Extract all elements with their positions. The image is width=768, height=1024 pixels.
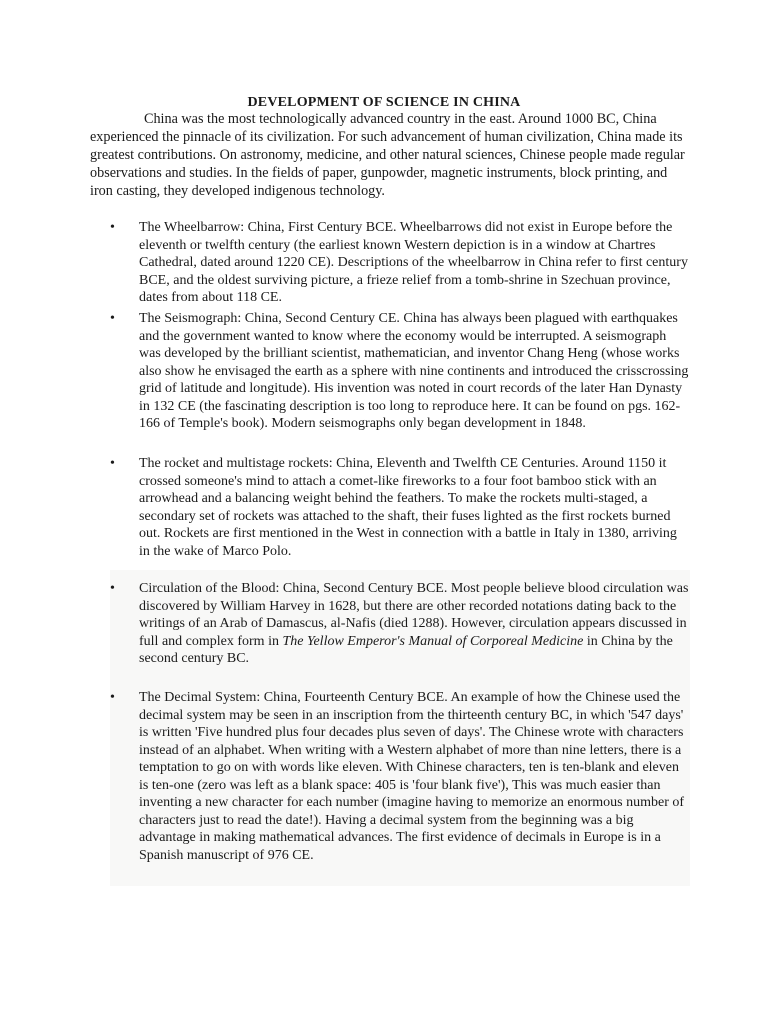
list-item-text: The rocket and multistage rockets: China, Eleventh and Twelfth CE Centuries. Around 1150 it crossed someone's mind to attach a comet-like fireworks to a four foot bamboo stick with an arrowhead and a balancing weight behind the feathers. To make the rockets multi-staged, a secondary set of rockets was attached to the shaft, their fuses lighted as the first rockets burned out. Rockets are first mentioned in the West in connection with a battle in Italy in 1380, arriving in the wake of Marco Polo.: [139, 456, 677, 559]
bullet-marker: •: [110, 581, 115, 596]
document-title: DEVELOPMENT OF SCIENCE IN CHINA: [247, 95, 521, 110]
list-item-text: [139, 580, 689, 668]
bullet-marker: •: [110, 456, 115, 471]
intro-paragraph: China was the most technologically advanced country in the east. Around 1000 BC, China experienced the pinnacle of its civilization. For such advancement of human civilization, China made its greatest contributions. On astronomy, medicine, and other natural sciences, Chinese people made regular observations and studies. In the fields of paper, gunpowder, magnetic instruments, block printing, and iron casting, they developed indigenous technology.: [90, 111, 685, 199]
list-item-text: The Decimal System: China, Fourteenth Century BCE. An example of how the Chinese used the decimal system may be seen in an inscription from the thirteenth century BC, in which '547 days' is written 'Five hundred plus four decades plus seven of days'. The Chinese wrote with characters instead of an alphabet. When writing with a Western alphabet of more than nine letters, there is a temptation to go on with words like eleven. With Chinese characters, ten is ten-blank and eleven is ten-one (zero was left as a blank space: 405 is 'four blank five'), This was much easier than inventing a new character for each number (imagine having to memorize an enormous number of characters just to read the date!). Having a decimal system from the beginning was a big advantage in making mathematical advances. The first evidence of decimals in Europe is in a Spanish manuscript of 976 CE.: [139, 690, 685, 863]
bullet-marker: •: [110, 311, 115, 326]
bullet-marker: •: [110, 690, 115, 705]
text-run: in China by the second century BC.: [139, 633, 673, 666]
list-item-text: The Seismograph: China, Second Century CE. China has always been plagued with earthquakes and the government wanted to know where the economy would be interrupted. A seismograph was developed by the brilliant scientist, mathematician, and inventor Chang Heng (whose works also show he envisaged the earth as a sphere with nine continents and introduced the crisscrossing grid of latitude and longitude). His invention was noted in court records of the later Han Dynasty in 132 CE (the fascinating description is too long to reproduce here. It can be found on pgs. 162-166 of Temple's book). Modern seismographs only began development in 1848.: [139, 311, 689, 431]
book-title-italic: The Yellow Emperor's Manual of Corporeal Medicine: [282, 633, 584, 649]
list-item-text: The Wheelbarrow: China, First Century BCE. Wheelbarrows did not exist in Europe before the eleventh or twelfth century (the earliest known Western depiction is in a window at Chartres Cathedral, dated around 1220 CE). Descriptions of the wheelbarrow in China refer to first century BCE, and the oldest surviving picture, a frieze relief from a tomb-shrine in Szechuan province, dates from about 118 CE.: [139, 220, 688, 305]
bullet-marker: •: [110, 220, 115, 235]
text-run: Circulation of the Blood: China, Second Century BCE. Most people believe blood circulation was discovered by William Harvey in 1628, but there are other recorded notations dating back to the writings of an Arab of Damascus, al-Nafis (died 1288). However, circulation appears discussed in full and complex form in: [139, 581, 689, 649]
